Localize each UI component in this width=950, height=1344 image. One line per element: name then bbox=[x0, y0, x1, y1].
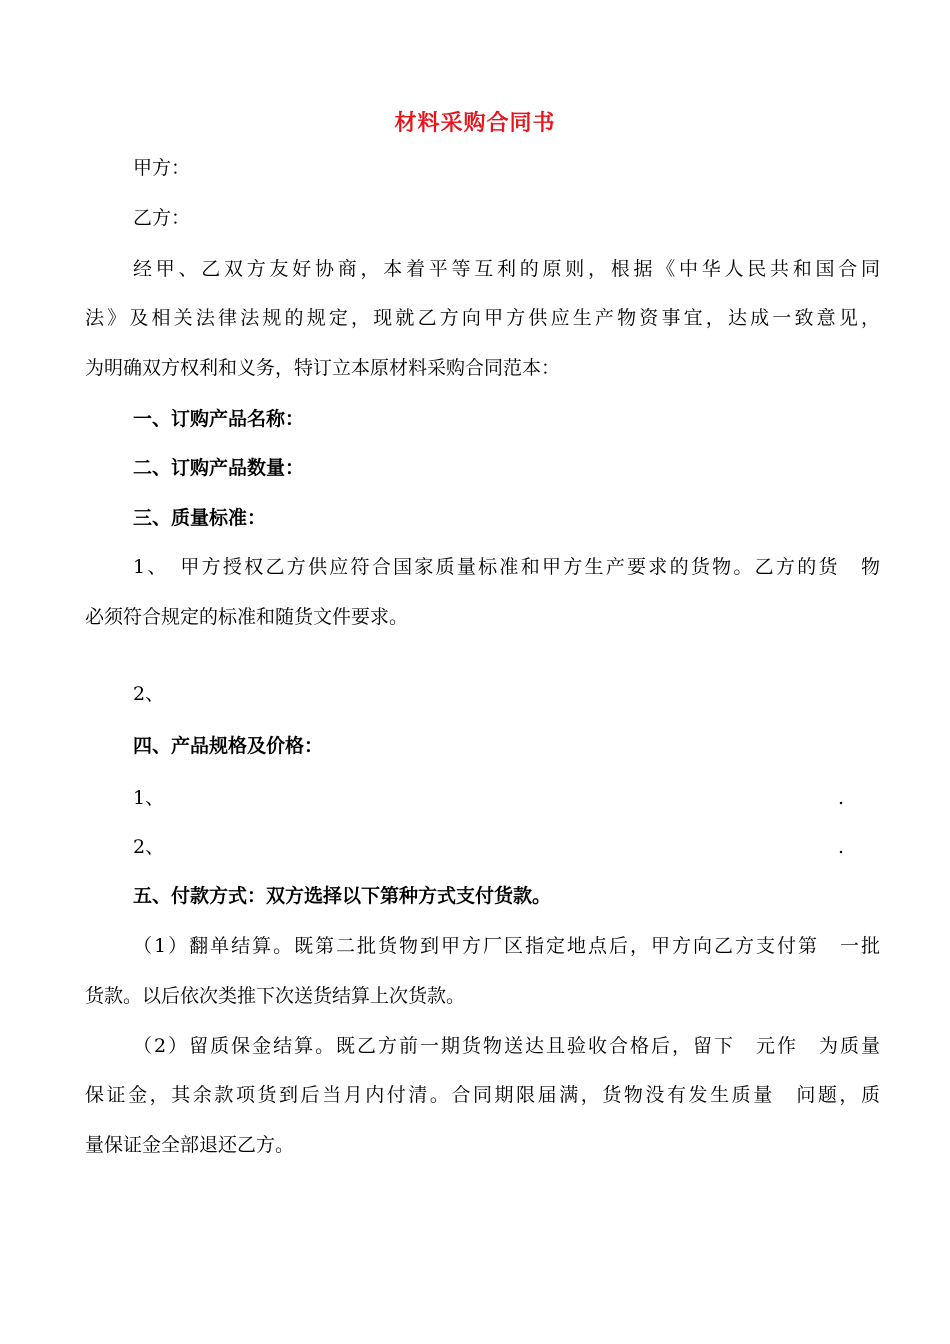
quality-item-1-line-2: 必须符合规定的标准和随货文件要求。 bbox=[85, 606, 409, 628]
section-5-heading: 五、付款方式：双方选择以下第种方式支付货款。 bbox=[133, 885, 552, 907]
section-3-heading: 三、质量标准： bbox=[133, 507, 267, 529]
payment-2-line-1: （2）留质保金结算。既乙方前一期货物送达且验收合格后，留下 元作 为质量 bbox=[133, 1035, 880, 1057]
section-4-heading: 四、产品规格及价格： bbox=[133, 735, 324, 757]
payment-1-line-1: （1）翻单结算。既第二批货物到甲方厂区指定地点后，甲方向乙方支付第 一批 bbox=[133, 935, 880, 957]
intro-line-3: 为明确双方权利和义务，特订立本原材料采购合同范本： bbox=[85, 357, 561, 379]
party-a-label: 甲方： bbox=[133, 157, 191, 179]
quality-item-2: 2、 bbox=[133, 683, 165, 705]
section-2-heading: 二、订购产品数量： bbox=[133, 457, 305, 479]
spec-item-2: 2、 bbox=[133, 836, 165, 858]
payment-2-line-3: 量保证金全部退还乙方。 bbox=[85, 1134, 295, 1156]
party-b-label: 乙方： bbox=[133, 207, 191, 229]
section-1-heading: 一、订购产品名称： bbox=[133, 408, 305, 430]
quality-item-1-line-1: 1、 甲方授权乙方供应符合国家质量标准和甲方生产要求的货物。乙方的货 物 bbox=[133, 556, 880, 578]
document-title: 材料采购合同书 bbox=[394, 111, 556, 136]
payment-1-line-2: 货款。以后依次类推下次送货结算上次货款。 bbox=[85, 985, 466, 1007]
spec-item-1: 1、 bbox=[133, 787, 165, 809]
spec-item-1-end-dot: . bbox=[838, 787, 845, 809]
payment-2-line-2: 保证金，其余款项货到后当月内付清。合同期限届满，货物没有发生质量 问题，质 bbox=[85, 1084, 880, 1106]
intro-line-1: 经甲、乙双方友好协商，本着平等互利的原则，根据《中华人民共和国合同 bbox=[133, 258, 880, 280]
spec-item-2-end-dot: . bbox=[838, 836, 845, 858]
intro-line-2: 法》及相关法律法规的规定，现就乙方向甲方供应生产物资事宜，达成一致意见， bbox=[85, 307, 880, 329]
